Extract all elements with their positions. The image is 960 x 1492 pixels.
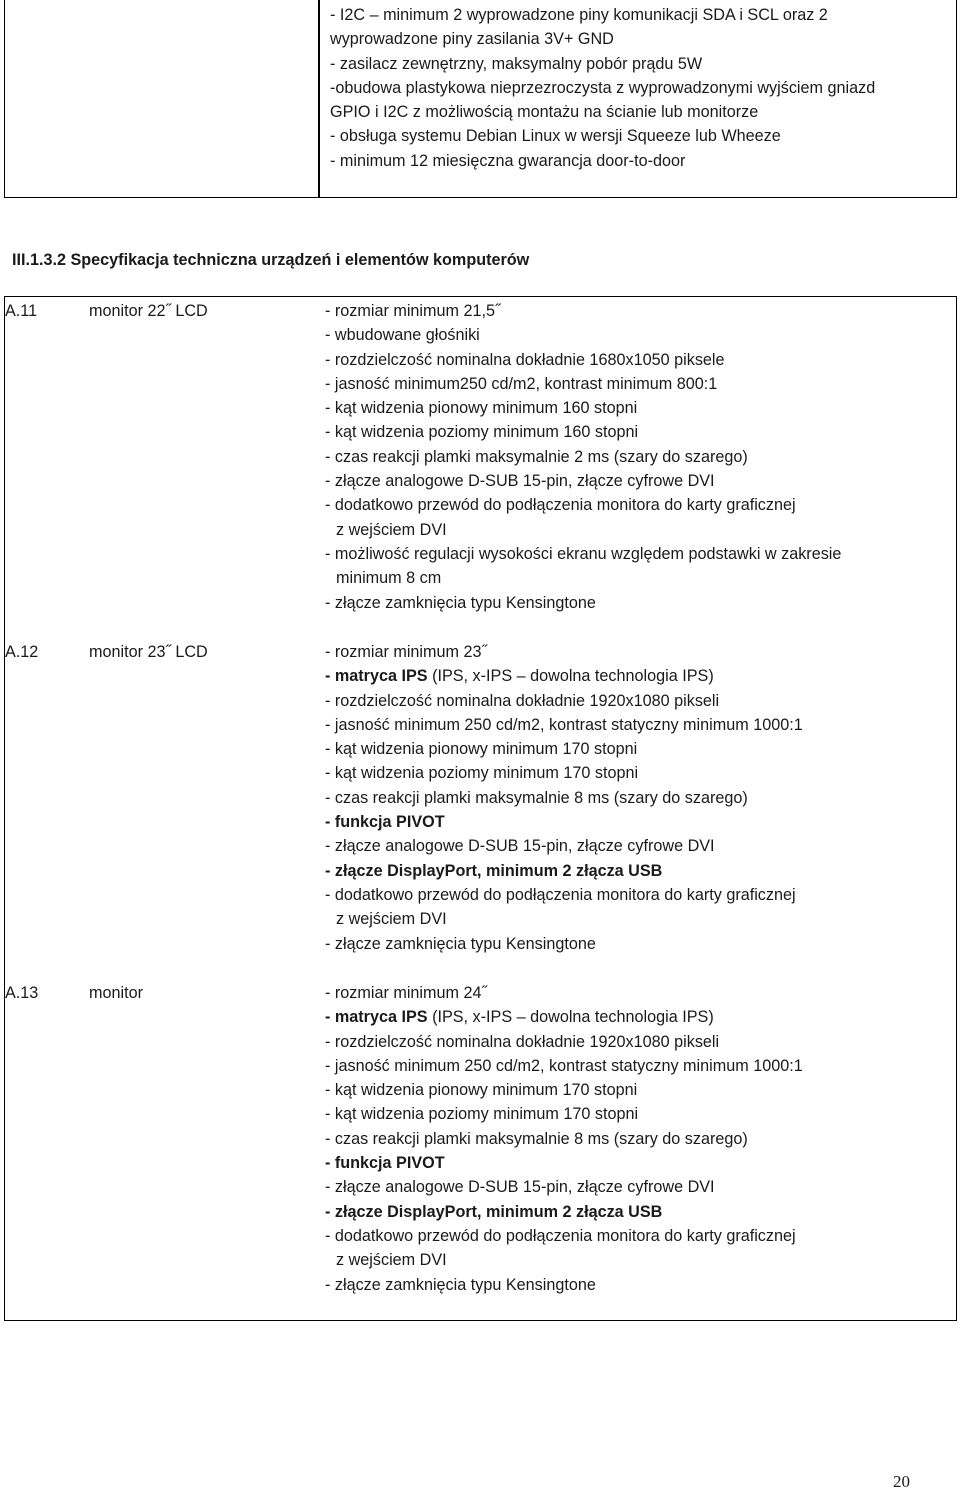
spec-line: - kąt widzenia poziomy minimum 170 stopni: [325, 764, 639, 783]
item-name: monitor: [89, 984, 143, 1002]
spec-line: [325, 664, 803, 688]
spec-line: z wejściem DVI: [336, 1251, 447, 1270]
spec-line-bold: - złącze DisplayPort, minimum 2 złącza USB: [325, 861, 663, 880]
spec-line: - złącze zamknięcia typu Kensingtone: [325, 593, 596, 612]
spec-line: - minimum 12 miesięczna gwarancja door-to-door: [330, 151, 686, 170]
spec-line-bold: - funkcja PIVOT: [325, 813, 445, 832]
item-code: A.13: [5, 984, 39, 1002]
spec-line: - czas reakcji plamki maksymalnie 8 ms (szary do szarego): [325, 788, 748, 807]
top-spec-cell: [330, 3, 875, 173]
item-specs: [325, 981, 803, 1297]
spec-line: - jasność minimum 250 cd/m2, kontrast statyczny minimum 1000:1: [325, 715, 803, 734]
spec-line: - dodatkowo przewód do podłączenia monitora do karty graficznej: [325, 1226, 796, 1245]
spec-line: minimum 8 cm: [336, 569, 442, 588]
spec-line: - rozmiar minimum 23˝: [325, 643, 487, 661]
spec-line: - I2C – minimum 2 wyprowadzone piny komunikacji SDA i SCL oraz 2: [330, 6, 828, 24]
top-spec-table: [4, 0, 957, 198]
device-spec-table: [4, 296, 957, 1321]
spec-line: [325, 810, 803, 834]
spec-line: [325, 1200, 803, 1224]
spec-line-detail: (IPS, x-IPS – dowolna technologia IPS): [432, 1008, 714, 1027]
spec-line: - złącze analogowe D-SUB 15-pin, złącze cyfrowe DVI: [325, 1178, 715, 1197]
spec-line: - kąt widzenia pionowy minimum 170 stopni: [325, 740, 638, 759]
spec-line: - kąt widzenia poziomy minimum 170 stopni: [325, 1105, 639, 1124]
spec-line: - jasność minimum 250 cd/m2, kontrast statyczny minimum 1000:1: [325, 1056, 803, 1075]
spec-line: z wejściem DVI: [336, 520, 447, 539]
page-number: 20: [893, 1472, 910, 1491]
spec-line: wyprowadzone piny zasilania 3V+ GND: [330, 30, 614, 49]
spec-line-detail: (IPS, x-IPS – dowolna technologia IPS): [432, 667, 714, 686]
spec-line-bold: - matryca IPS: [325, 1008, 428, 1027]
spec-line: - złącze analogowe D-SUB 15-pin, złącze cyfrowe DVI: [325, 472, 715, 491]
spec-line: - kąt widzenia pionowy minimum 160 stopni: [325, 399, 638, 418]
spec-line: [325, 859, 803, 883]
spec-line: [325, 1151, 803, 1175]
spec-line: - złącze zamknięcia typu Kensingtone: [325, 934, 596, 953]
spec-line: - jasność minimum250 cd/m2, kontrast minimum 800:1: [325, 374, 718, 393]
spec-line: - czas reakcji plamki maksymalnie 8 ms (szary do szarego): [325, 1129, 748, 1148]
spec-line: - kąt widzenia poziomy minimum 160 stopni: [325, 423, 639, 442]
item-specs: [325, 299, 841, 615]
spec-line: - rozdzielczość nominalna dokładnie 1920x1080 pikseli: [325, 1032, 720, 1051]
item-code: A.12: [5, 643, 39, 661]
spec-line: - dodatkowo przewód do podłączenia monitora do karty graficznej: [325, 496, 796, 515]
item-specs: [325, 640, 803, 956]
spec-line: - wbudowane głośniki: [325, 326, 480, 345]
item-code: A.11: [5, 302, 38, 320]
item-name: monitor 22˝ LCD: [89, 302, 208, 320]
spec-line-bold: - funkcja PIVOT: [325, 1154, 445, 1173]
spec-line: - złącze analogowe D-SUB 15-pin, złącze cyfrowe DVI: [325, 837, 715, 856]
spec-line: - kąt widzenia pionowy minimum 170 stopni: [325, 1081, 638, 1100]
spec-line: - dodatkowo przewód do podłączenia monitora do karty graficznej: [325, 885, 796, 904]
spec-line-bold: - złącze DisplayPort, minimum 2 złącza USB: [325, 1202, 663, 1221]
spec-line: - rozmiar minimum 24˝: [325, 984, 487, 1002]
spec-line: GPIO i I2C z możliwością montażu na ścianie lub monitorze: [330, 103, 759, 122]
spec-line-bold: - matryca IPS: [325, 667, 428, 686]
spec-line: - złącze zamknięcia typu Kensingtone: [325, 1275, 596, 1294]
spec-line: [325, 1005, 803, 1029]
spec-line: - czas reakcji plamki maksymalnie 2 ms (szary do szarego): [325, 447, 748, 466]
spec-line: - rozdzielczość nominalna dokładnie 1680x1050 piksele: [325, 350, 725, 369]
spec-line: - obsługa systemu Debian Linux w wersji Squeeze lub Wheeze: [330, 127, 781, 146]
section-heading: III.1.3.2 Specyfikacja techniczna urządzeń i elementów komputerów: [12, 251, 530, 269]
spec-line: - możliwość regulacji wysokości ekranu względem podstawki w zakresie: [325, 544, 842, 563]
spec-line: z wejściem DVI: [336, 910, 447, 929]
spec-line: - zasilacz zewnętrzny, maksymalny pobór prądu 5W: [330, 54, 703, 73]
spec-line: - rozdzielczość nominalna dokładnie 1920x1080 pikseli: [325, 691, 720, 710]
spec-line: -obudowa plastykowa nieprzezroczysta z wyprowadzonymi wyjściem gniazd: [330, 78, 876, 97]
spec-line: - rozmiar minimum 21,5˝: [325, 302, 501, 320]
column-divider: [318, 0, 320, 197]
item-name: monitor 23˝ LCD: [89, 643, 208, 661]
